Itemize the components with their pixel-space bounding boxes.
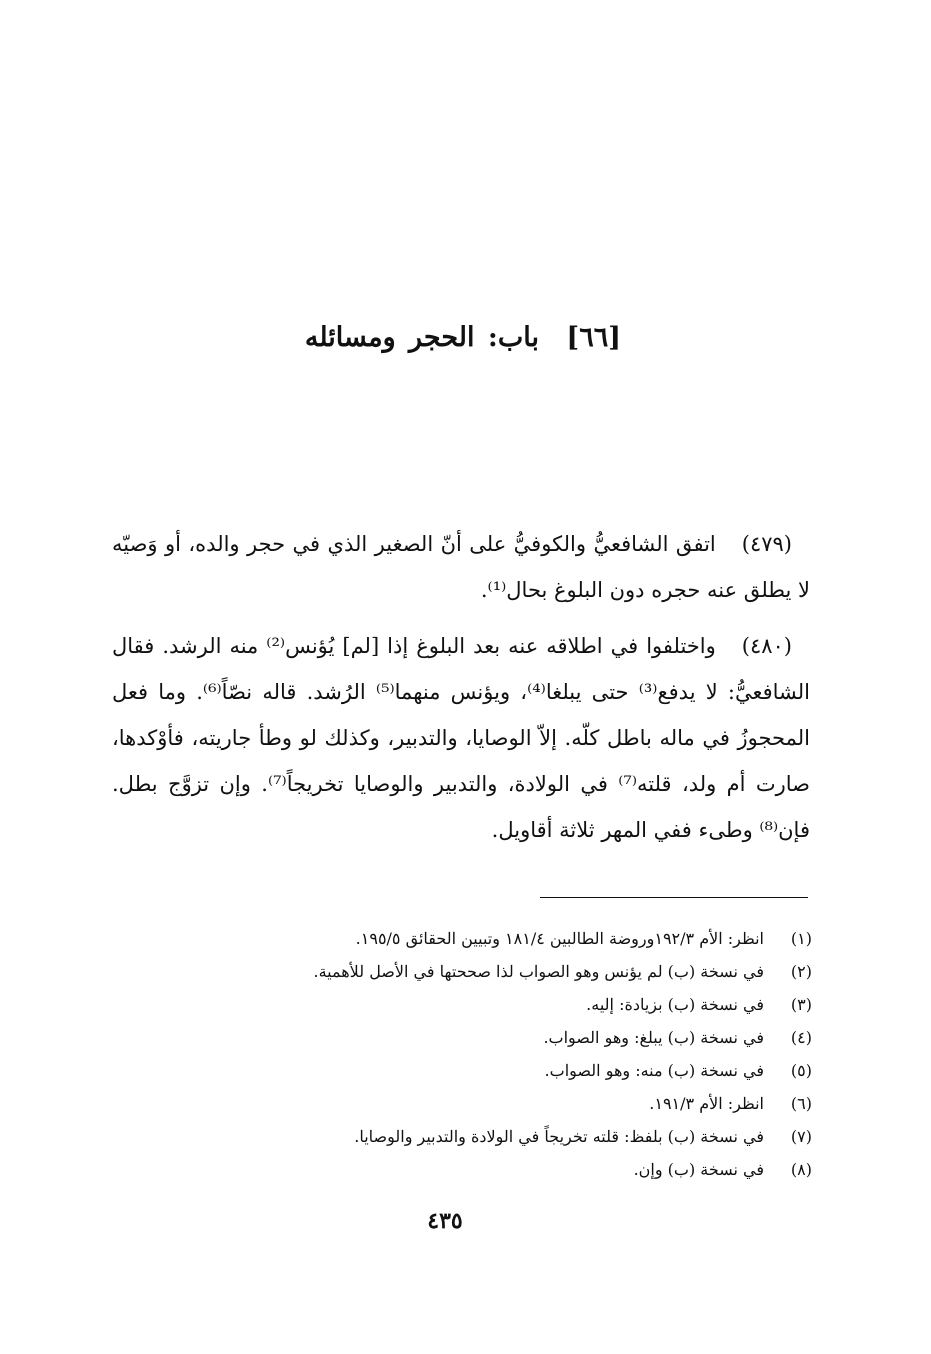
footnote-number: (٧) xyxy=(790,1127,812,1146)
footnote-number: (١) xyxy=(790,929,812,948)
footnote-number: (٤) xyxy=(790,1028,812,1047)
footnote-item xyxy=(230,988,812,1021)
chapter-number: [٦٦] xyxy=(566,322,621,353)
footnote-number: (٨) xyxy=(790,1160,812,1179)
footnote-text: في نسخة (ب) يبلغ: وهو الصواب. xyxy=(543,1028,764,1047)
paragraph-480 xyxy=(112,623,810,853)
paragraph-text: واختلفوا في اطلاقه عنه بعد البلوغ إذا [لم] يُؤنس⁽²⁾ منه الرشد. فقال الشافعيُّ: لا يدفع⁽³⁾ حتى يبلغا⁽⁴⁾، ويؤنس منهما⁽⁵⁾ الرُشد. قاله نصّاً⁽⁶⁾. وما فعل المحجوزُ في ماله باطل كلّه. إلاّ الوصايا، والتدبير، وكذلك لو وطأ جاريته، فأوْكدها، صارت أم ولد، قلته⁽⁷⁾ في الولادة، والتدبير والوصايا تخريجاً⁽⁷⁾. وإن تزوَّج بطل. فإن⁽⁸⁾ وطىء ففي المهر ثلاثة أقاويل. xyxy=(112,634,811,842)
footnote-text: انظر: الأم ١٩٢/٣وروضة الطالبين ١٨١/٤ وتبيين الحقائق ١٩٥/٥. xyxy=(355,929,764,948)
paragraph-number: (٤٨٠) xyxy=(741,634,792,658)
footnote-item xyxy=(230,1153,812,1186)
footnote-item xyxy=(230,1120,812,1153)
footnote-item xyxy=(230,1021,812,1054)
paragraph-479 xyxy=(112,521,810,613)
footnote-divider xyxy=(540,897,808,898)
footnotes-list xyxy=(230,922,812,1186)
footnote-text: في نسخة (ب) وإن. xyxy=(633,1160,764,1179)
paragraph-text: اتفق الشافعيُّ والكوفيُّ على أنّ الصغير الذي في حجر والده، أو وَصيّه لا يطلق عنه حجره دون البلوغ بحال⁽¹⁾. xyxy=(112,532,810,602)
footnote-number: (٢) xyxy=(790,962,812,981)
footnote-text: انظر: الأم ١٩١/٣. xyxy=(649,1094,764,1113)
footnote-item xyxy=(230,1087,812,1120)
footnote-number: (٣) xyxy=(790,995,812,1014)
footnote-text: في نسخة (ب) بلفظ: قلته تخريجاً في الولادة والتدبير والوصايا. xyxy=(354,1127,764,1146)
footnote-item xyxy=(230,1054,812,1087)
chapter-heading xyxy=(221,322,621,353)
footnote-item xyxy=(230,955,812,988)
footnote-text: في نسخة (ب) لم يؤنس وهو الصواب لذا صححتها في الأصل للأهمية. xyxy=(313,962,764,981)
footnote-text: في نسخة (ب) بزيادة: إليه. xyxy=(586,995,764,1014)
footnote-number: (٥) xyxy=(790,1061,812,1080)
page-number: ٤٣٥ xyxy=(427,1208,463,1234)
footnote-number: (٦) xyxy=(790,1094,812,1113)
footnote-text: في نسخة (ب) منه: وهو الصواب. xyxy=(544,1061,764,1080)
chapter-title-text: باب: الحجر ومسائله xyxy=(304,322,540,353)
paragraph-number: (٤٧٩) xyxy=(741,532,792,556)
main-text xyxy=(112,521,810,863)
footnote-item xyxy=(230,922,812,955)
